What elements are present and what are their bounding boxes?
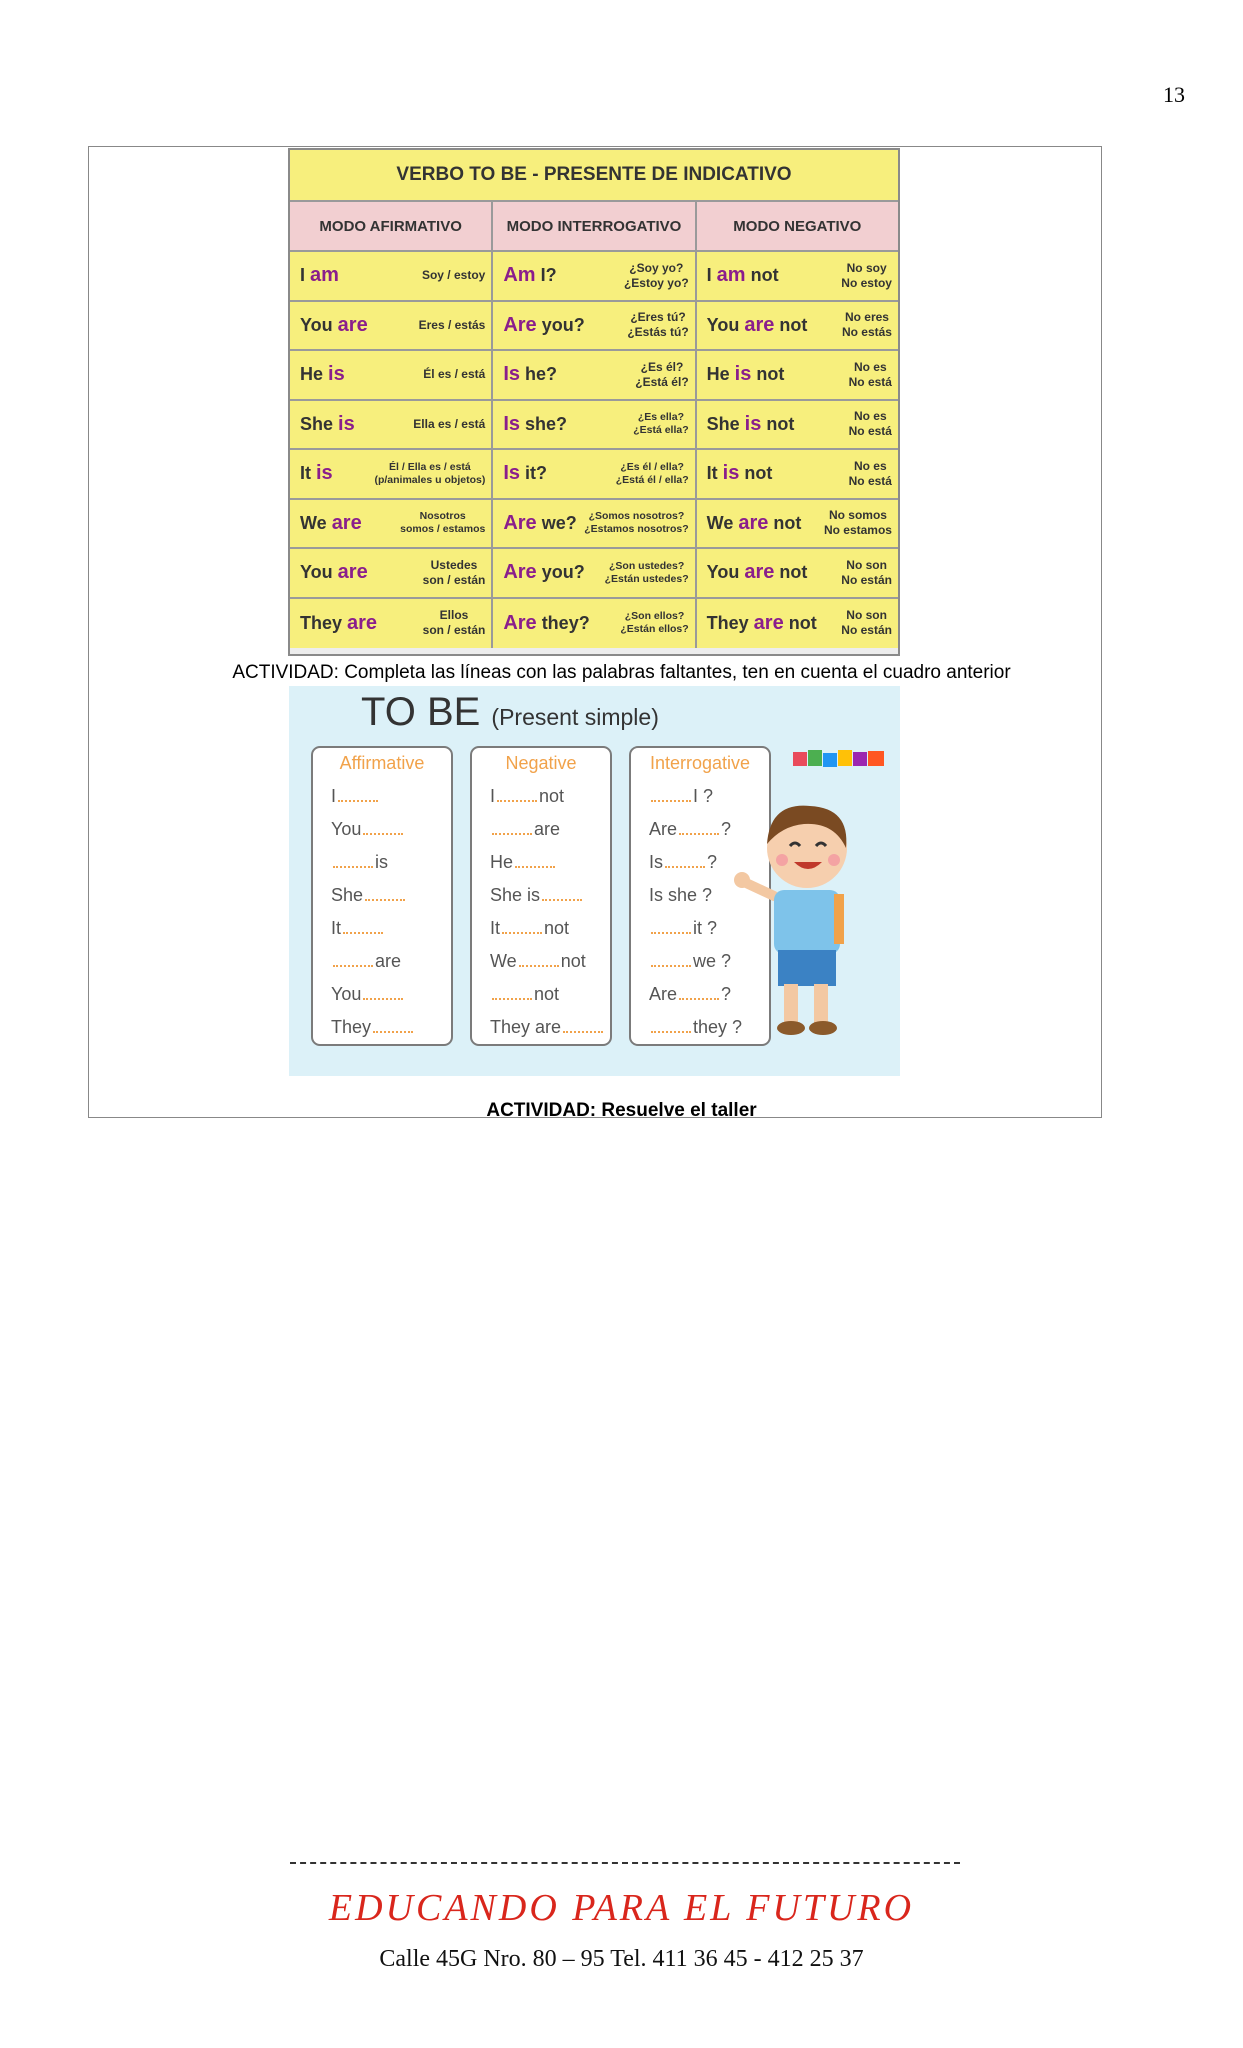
line-text-before: Are bbox=[649, 984, 678, 1004]
verb-form bbox=[300, 512, 362, 535]
exercise-line bbox=[313, 783, 451, 816]
activity-instruction: ACTIVIDAD: Completa las líneas con las palabras faltantes, ten en cuenta el cuadro anterior bbox=[232, 662, 1011, 683]
verb-suffix: not bbox=[739, 463, 773, 484]
fill-in-blank[interactable] bbox=[492, 986, 532, 1000]
pronoun: We bbox=[300, 512, 332, 533]
verb-form bbox=[503, 462, 547, 485]
pronoun: We bbox=[706, 512, 739, 533]
header-negative: MODO NEGATIVO bbox=[697, 202, 898, 250]
worksheet-title-main: TO BE bbox=[361, 690, 481, 734]
line-text-after: ? bbox=[707, 852, 718, 872]
verb-form bbox=[300, 612, 377, 635]
verb-form bbox=[300, 314, 368, 337]
cell-interrogative bbox=[493, 549, 696, 597]
exercise-line bbox=[472, 981, 610, 1014]
verb-form bbox=[300, 363, 345, 386]
verb-suffix: not bbox=[761, 413, 795, 434]
verb-highlight: Is bbox=[503, 462, 521, 485]
verb-highlight: are bbox=[331, 511, 362, 534]
verb-highlight: is bbox=[734, 363, 752, 386]
verb-form bbox=[707, 413, 795, 436]
line-text-after: are bbox=[534, 819, 561, 839]
worksheet-subtitle: (Present simple) bbox=[491, 704, 659, 730]
fill-in-blank[interactable] bbox=[563, 1019, 603, 1033]
fill-in-blank[interactable] bbox=[651, 1019, 691, 1033]
fill-in-blank[interactable] bbox=[363, 821, 403, 835]
cell-affirmative bbox=[290, 450, 493, 498]
fill-in-blank[interactable] bbox=[343, 920, 383, 934]
verb-table-row bbox=[290, 351, 898, 401]
cell-affirmative bbox=[290, 599, 493, 649]
cell-interrogative bbox=[493, 401, 696, 449]
verb-highlight: am bbox=[716, 264, 746, 287]
verb-table-row bbox=[290, 549, 898, 599]
verb-highlight: is bbox=[316, 462, 333, 485]
verb-form bbox=[503, 264, 556, 287]
pronoun: He bbox=[300, 364, 329, 385]
verb-suffix: I? bbox=[535, 265, 557, 286]
exercise-line bbox=[472, 1014, 610, 1047]
spanish-translation: No somos No estamos bbox=[823, 508, 892, 538]
line-text-after: not bbox=[560, 951, 586, 971]
exercise-line bbox=[313, 816, 451, 849]
verb-form bbox=[707, 512, 802, 535]
verb-suffix: not bbox=[768, 512, 802, 533]
verb-form bbox=[707, 462, 773, 485]
verb-form bbox=[300, 561, 368, 584]
cell-negative bbox=[697, 599, 898, 649]
line-text-before: They are bbox=[490, 1017, 562, 1037]
spanish-translation: Ellos son / están bbox=[422, 608, 486, 638]
spanish-translation: ¿Somos nosotros? ¿Estamos nosotros? bbox=[584, 510, 689, 536]
pronoun: It bbox=[300, 463, 316, 484]
fill-in-blank[interactable] bbox=[542, 887, 582, 901]
page-number: 13 bbox=[1163, 82, 1185, 107]
exercise-line bbox=[472, 882, 610, 915]
verb-suffix: they? bbox=[536, 612, 590, 633]
line-text-before: It bbox=[490, 918, 501, 938]
line-text-after: we ? bbox=[693, 951, 732, 971]
boy-illustration-icon bbox=[734, 796, 874, 1046]
pronoun: You bbox=[300, 314, 338, 335]
fill-in-blank[interactable] bbox=[333, 854, 373, 868]
verb-table-row bbox=[290, 450, 898, 500]
verb-table-rows bbox=[290, 252, 898, 648]
pronoun: They bbox=[706, 612, 754, 633]
line-text-before: It bbox=[331, 918, 342, 938]
exercise-line bbox=[472, 915, 610, 948]
spanish-translation: No son No están bbox=[841, 608, 892, 638]
spanish-translation: Soy / estoy bbox=[421, 268, 486, 283]
verb-highlight: is bbox=[328, 363, 345, 386]
spanish-translation: Ella es / está bbox=[413, 416, 486, 431]
verb-highlight: are bbox=[744, 313, 775, 336]
pronoun: I bbox=[300, 265, 311, 286]
verb-highlight: are bbox=[738, 511, 769, 534]
cell-affirmative bbox=[290, 252, 493, 300]
spanish-translation: No son No están bbox=[841, 557, 892, 587]
verb-form bbox=[300, 462, 333, 485]
cell-affirmative bbox=[290, 549, 493, 597]
cell-interrogative bbox=[493, 599, 696, 649]
line-text-after: not bbox=[539, 786, 565, 806]
line-text-after: it ? bbox=[693, 918, 718, 938]
cell-negative bbox=[697, 252, 898, 300]
verb-form bbox=[707, 561, 808, 584]
verb-highlight: is bbox=[744, 412, 762, 435]
verb-form bbox=[707, 264, 779, 287]
fill-in-blank[interactable] bbox=[679, 986, 719, 1000]
verb-form bbox=[503, 612, 589, 635]
exercise-line bbox=[313, 981, 451, 1014]
verb-form bbox=[503, 413, 567, 436]
spanish-translation: No es No está bbox=[848, 409, 892, 439]
spanish-translation: Él es / está bbox=[423, 367, 486, 382]
exercise-line bbox=[472, 783, 610, 816]
verb-table-row bbox=[290, 252, 898, 302]
cell-negative bbox=[697, 401, 898, 449]
verb-highlight: Are bbox=[503, 611, 537, 634]
verb-form bbox=[707, 612, 817, 635]
footer-address: Calle 45G Nro. 80 – 95 Tel. 411 36 45 - 412 25 37 bbox=[379, 1946, 864, 1972]
exercise-line bbox=[472, 948, 610, 981]
exercise-line bbox=[313, 849, 451, 882]
fill-in-blank[interactable] bbox=[492, 821, 532, 835]
verb-highlight: Am bbox=[503, 264, 536, 287]
cell-affirmative bbox=[290, 351, 493, 399]
header-interrogative: MODO INTERROGATIVO bbox=[493, 202, 696, 250]
cell-negative bbox=[697, 549, 898, 597]
verb-suffix: we? bbox=[536, 512, 577, 533]
colorful-logo-icon bbox=[793, 748, 887, 770]
line-text-after: ? bbox=[721, 984, 732, 1004]
spanish-translation: No es No está bbox=[848, 458, 892, 488]
verb-suffix: he? bbox=[520, 364, 558, 385]
exercise-line bbox=[313, 882, 451, 915]
worksheet-column-negative bbox=[470, 746, 612, 1046]
spanish-translation: No es No está bbox=[848, 359, 892, 389]
fill-in-blank[interactable] bbox=[651, 920, 691, 934]
spanish-translation: Ustedes son / están bbox=[422, 557, 486, 587]
verb-suffix: not bbox=[774, 562, 808, 583]
activity-resolve: ACTIVIDAD: Resuelve el taller bbox=[486, 1100, 757, 1121]
cell-interrogative bbox=[493, 252, 696, 300]
exercise-line bbox=[313, 915, 451, 948]
verb-highlight: are bbox=[347, 611, 378, 634]
cell-negative bbox=[697, 500, 898, 548]
verb-table-row bbox=[290, 401, 898, 451]
column-heading: Interrogative bbox=[649, 753, 751, 773]
cell-negative bbox=[697, 351, 898, 399]
pronoun: She bbox=[300, 413, 339, 434]
worksheet-title bbox=[361, 690, 659, 735]
spanish-translation: Él / Ella es / está (p/animales u objetos) bbox=[374, 460, 486, 486]
header-affirmative: MODO AFIRMATIVO bbox=[290, 202, 493, 250]
verb-table-row bbox=[290, 599, 898, 649]
pronoun: She bbox=[706, 413, 745, 434]
verb-highlight: am bbox=[310, 264, 339, 287]
verb-suffix: not bbox=[745, 265, 779, 286]
verb-highlight: Are bbox=[503, 561, 537, 584]
pronoun: I bbox=[706, 265, 717, 286]
verb-form bbox=[707, 314, 808, 337]
verb-table-title: VERBO TO BE - PRESENTE DE INDICATIVO bbox=[290, 150, 898, 202]
column-heading: Negative bbox=[505, 753, 577, 773]
line-text-after: I ? bbox=[693, 786, 714, 806]
fill-in-blank[interactable] bbox=[333, 953, 373, 967]
verb-table-row bbox=[290, 500, 898, 550]
pronoun: You bbox=[300, 562, 338, 583]
fill-in-blank[interactable] bbox=[363, 986, 403, 1000]
spanish-translation: Nosotros somos / estamos bbox=[400, 510, 486, 536]
verb-highlight: are bbox=[337, 313, 368, 336]
line-text-before: We bbox=[490, 951, 517, 971]
exercise-line bbox=[313, 948, 451, 981]
spanish-translation: ¿Es él / ella? ¿Está él / ella? bbox=[615, 460, 689, 486]
fill-in-blank[interactable] bbox=[502, 920, 542, 934]
cell-negative bbox=[697, 302, 898, 350]
spanish-translation: No soy No estoy bbox=[841, 260, 892, 290]
spanish-translation: No eres No estás bbox=[841, 310, 892, 340]
verb-form bbox=[503, 512, 576, 535]
verb-form bbox=[503, 561, 584, 584]
verb-form bbox=[707, 363, 785, 386]
verb-to-be-table bbox=[288, 148, 900, 656]
pronoun: You bbox=[706, 314, 745, 335]
column-heading: Affirmative bbox=[339, 753, 425, 773]
cell-affirmative bbox=[290, 401, 493, 449]
line-text-before: Is bbox=[649, 852, 664, 872]
cell-negative bbox=[697, 450, 898, 498]
pronoun: He bbox=[706, 364, 735, 385]
line-text-after: are bbox=[375, 951, 402, 971]
verb-table-row bbox=[290, 302, 898, 352]
verb-form bbox=[300, 413, 355, 436]
line-text-before: He bbox=[490, 852, 514, 872]
verb-form bbox=[300, 264, 339, 287]
exercise-line bbox=[472, 816, 610, 849]
verb-highlight: are bbox=[744, 561, 775, 584]
verb-highlight: Are bbox=[503, 511, 537, 534]
fill-in-blank[interactable] bbox=[651, 788, 691, 802]
verb-form bbox=[503, 314, 584, 337]
exercise-line bbox=[313, 1014, 451, 1047]
line-text-before: I bbox=[331, 786, 337, 806]
verb-suffix: not bbox=[774, 314, 808, 335]
fill-in-blank[interactable] bbox=[519, 953, 559, 967]
footer-divider bbox=[290, 1862, 960, 1864]
exercise-line bbox=[472, 849, 610, 882]
cell-interrogative bbox=[493, 302, 696, 350]
line-text-before: She bbox=[331, 885, 364, 905]
cell-affirmative bbox=[290, 500, 493, 548]
fill-in-blank[interactable] bbox=[365, 887, 405, 901]
line-text-after: is bbox=[375, 852, 388, 872]
spanish-translation: ¿Son ustedes? ¿Están ustedes? bbox=[604, 559, 689, 585]
line-text-before: You bbox=[331, 819, 362, 839]
pronoun: It bbox=[706, 463, 723, 484]
verb-suffix: she? bbox=[520, 413, 568, 434]
line-text-after: not bbox=[534, 984, 560, 1004]
cell-affirmative bbox=[290, 302, 493, 350]
line-text-before: They bbox=[331, 1017, 372, 1037]
cell-interrogative bbox=[493, 500, 696, 548]
line-text-after: they ? bbox=[693, 1017, 743, 1037]
verb-suffix: not bbox=[751, 364, 785, 385]
cell-interrogative bbox=[493, 351, 696, 399]
line-text-after: not bbox=[544, 918, 570, 938]
line-text-after: ? bbox=[721, 819, 732, 839]
line-text-before: You bbox=[331, 984, 362, 1004]
line-text-before: I bbox=[490, 786, 496, 806]
verb-highlight: are bbox=[753, 611, 784, 634]
spanish-translation: ¿Soy yo? ¿Estoy yo? bbox=[623, 260, 689, 290]
to-be-worksheet bbox=[289, 686, 900, 1076]
fill-in-blank[interactable] bbox=[373, 1019, 413, 1033]
verb-suffix: you? bbox=[536, 314, 585, 335]
spanish-translation: ¿Eres tú? ¿Estás tú? bbox=[627, 310, 689, 340]
verb-highlight: Is bbox=[503, 412, 521, 435]
verb-highlight: Are bbox=[503, 313, 537, 336]
verb-suffix: it? bbox=[520, 463, 548, 484]
cell-interrogative bbox=[493, 450, 696, 498]
verb-suffix: you? bbox=[536, 562, 585, 583]
verb-table-header bbox=[290, 202, 898, 252]
spanish-translation: Eres / estás bbox=[418, 317, 486, 332]
spanish-translation: ¿Es él? ¿Está él? bbox=[635, 359, 689, 389]
spanish-translation: ¿Es ella? ¿Está ella? bbox=[633, 411, 689, 437]
spanish-translation: ¿Son ellos? ¿Están ellos? bbox=[620, 610, 689, 636]
line-text-before: Are bbox=[649, 819, 678, 839]
verb-highlight: is bbox=[722, 462, 740, 485]
fill-in-blank[interactable] bbox=[515, 854, 555, 868]
worksheet-column-affirmative bbox=[311, 746, 453, 1046]
verb-highlight: is bbox=[338, 412, 355, 435]
verb-suffix: not bbox=[783, 612, 817, 633]
fill-in-blank[interactable] bbox=[651, 953, 691, 967]
fill-in-blank[interactable] bbox=[338, 788, 378, 802]
pronoun: They bbox=[300, 612, 348, 633]
line-text-before: She is bbox=[490, 885, 541, 905]
fill-in-blank[interactable] bbox=[497, 788, 537, 802]
verb-form bbox=[503, 363, 557, 386]
verb-highlight: Is bbox=[503, 363, 521, 386]
fill-in-blank[interactable] bbox=[679, 821, 719, 835]
footer-title: EDUCANDO PARA EL FUTURO bbox=[328, 1887, 915, 1929]
pronoun: You bbox=[706, 562, 745, 583]
verb-highlight: are bbox=[337, 561, 368, 584]
line-text-before: Is she ? bbox=[649, 885, 713, 905]
fill-in-blank[interactable] bbox=[665, 854, 705, 868]
